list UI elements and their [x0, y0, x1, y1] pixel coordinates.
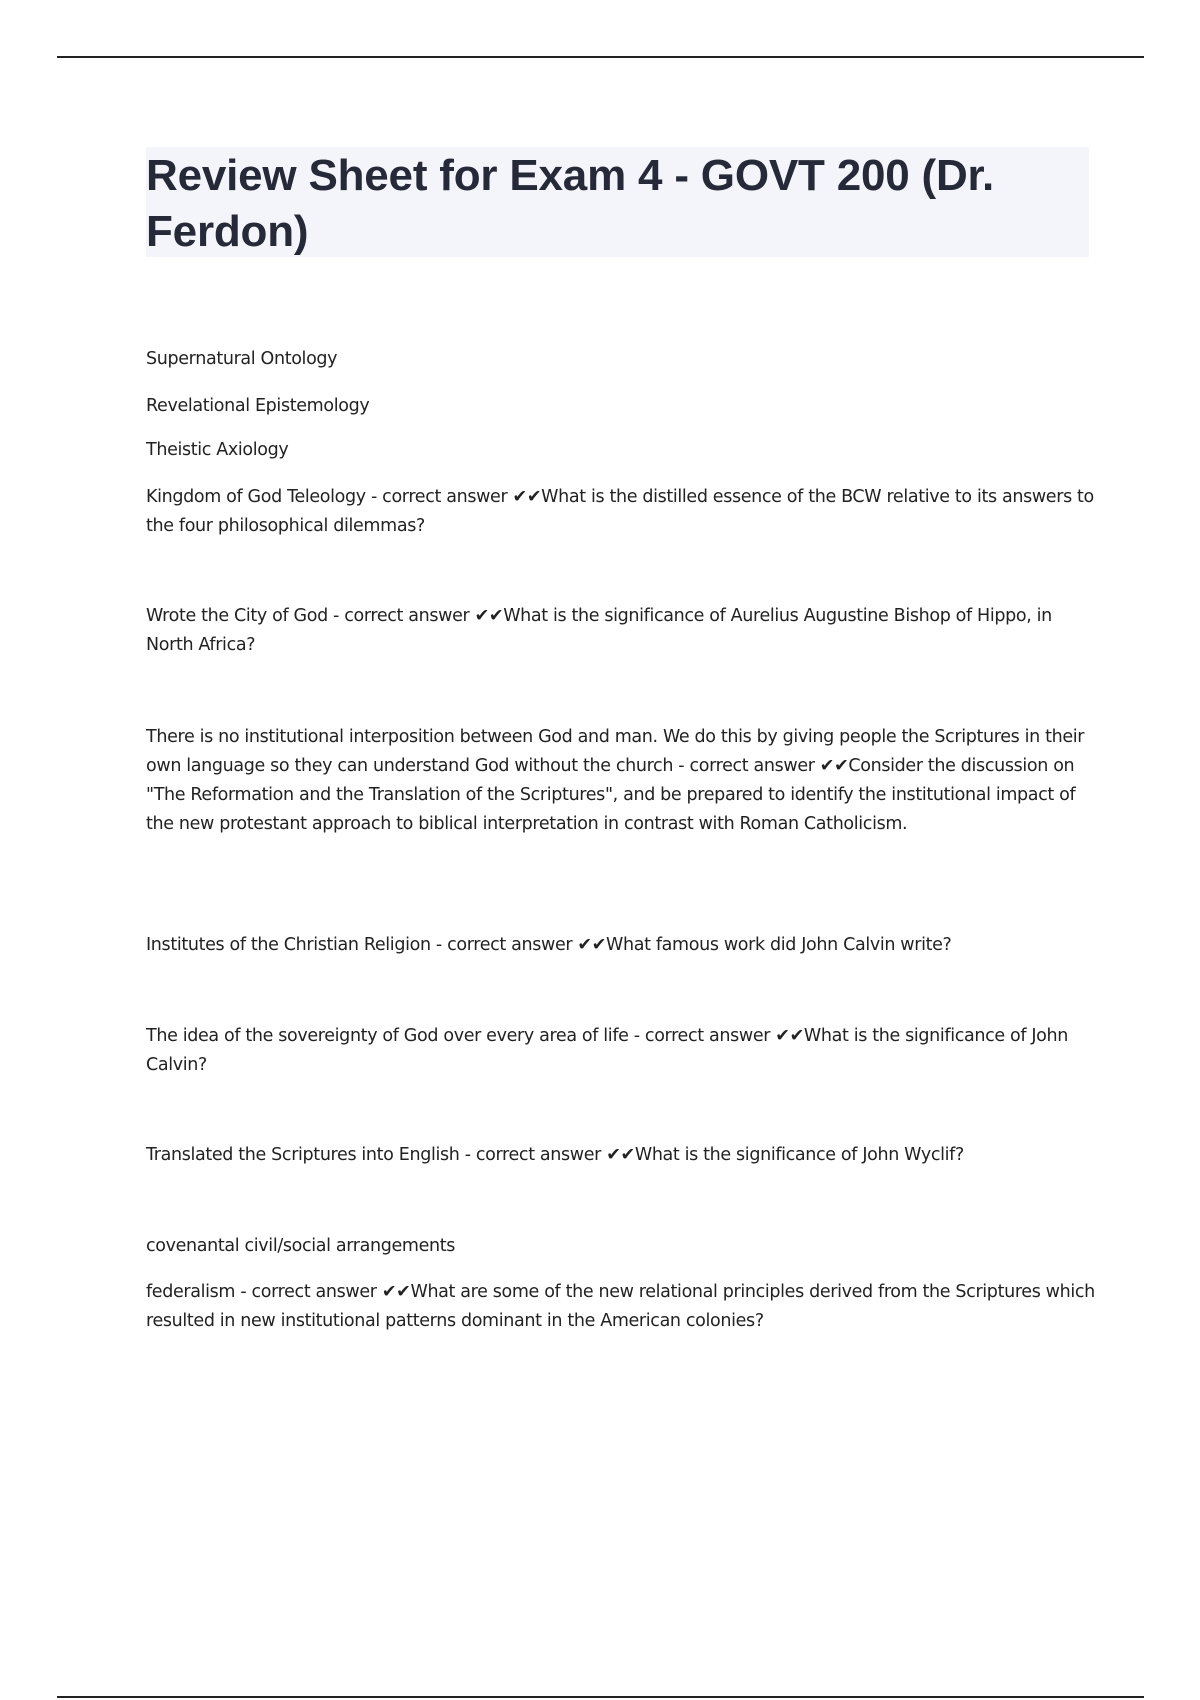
- qa-sovereignty-of-god: The idea of the sovereignty of God over every area of life - correct answer ✔✔What is the significance of John Calvin?: [146, 1026, 1069, 1075]
- qa-john-wyclif: Translated the Scriptures into English - correct answer ✔✔What is the significance of John Wyclif?: [146, 1145, 964, 1165]
- document-title: Review Sheet for Exam 4 - GOVT 200 (Dr. Ferdon): [146, 151, 995, 256]
- line-supernatural-ontology: Supernatural Ontology: [146, 349, 338, 369]
- qa-institutes-christian-religion: Institutes of the Christian Religion - correct answer ✔✔What famous work did John Calvin write?: [146, 935, 952, 955]
- line-revelational-epistemology: Revelational Epistemology: [146, 396, 370, 416]
- qa-city-of-god: Wrote the City of God - correct answer ✔✔What is the significance of Aurelius Augustine Bishop of Hippo, in North Africa?: [146, 606, 1052, 655]
- top-rule: [57, 56, 1144, 58]
- qa-federalism: federalism - correct answer ✔✔What are some of the new relational principles derived from the Scriptures which resulted in new institutional patterns dominant in the American colonies?: [146, 1282, 1095, 1331]
- bottom-rule: [57, 1696, 1144, 1698]
- qa-kingdom-of-god-teleology: Kingdom of God Teleology - correct answer ✔✔What is the distilled essence of the BCW relative to its answers to the four philosophical dilemmas?: [146, 487, 1094, 536]
- line-theistic-axiology: Theistic Axiology: [146, 440, 289, 460]
- line-covenantal-arrangements: covenantal civil/social arrangements: [146, 1236, 456, 1256]
- qa-reformation-translation: There is no institutional interposition between God and man. We do this by giving people the Scriptures in their own language so they can understand God without the church - correct answer ✔✔Consider the discussion on "The Reformation and the Translation of the Scriptures", and be prepared to identify the institutional impact of the new protestant approach to biblical interpretation in contrast with Roman Catholicism.: [146, 727, 1085, 834]
